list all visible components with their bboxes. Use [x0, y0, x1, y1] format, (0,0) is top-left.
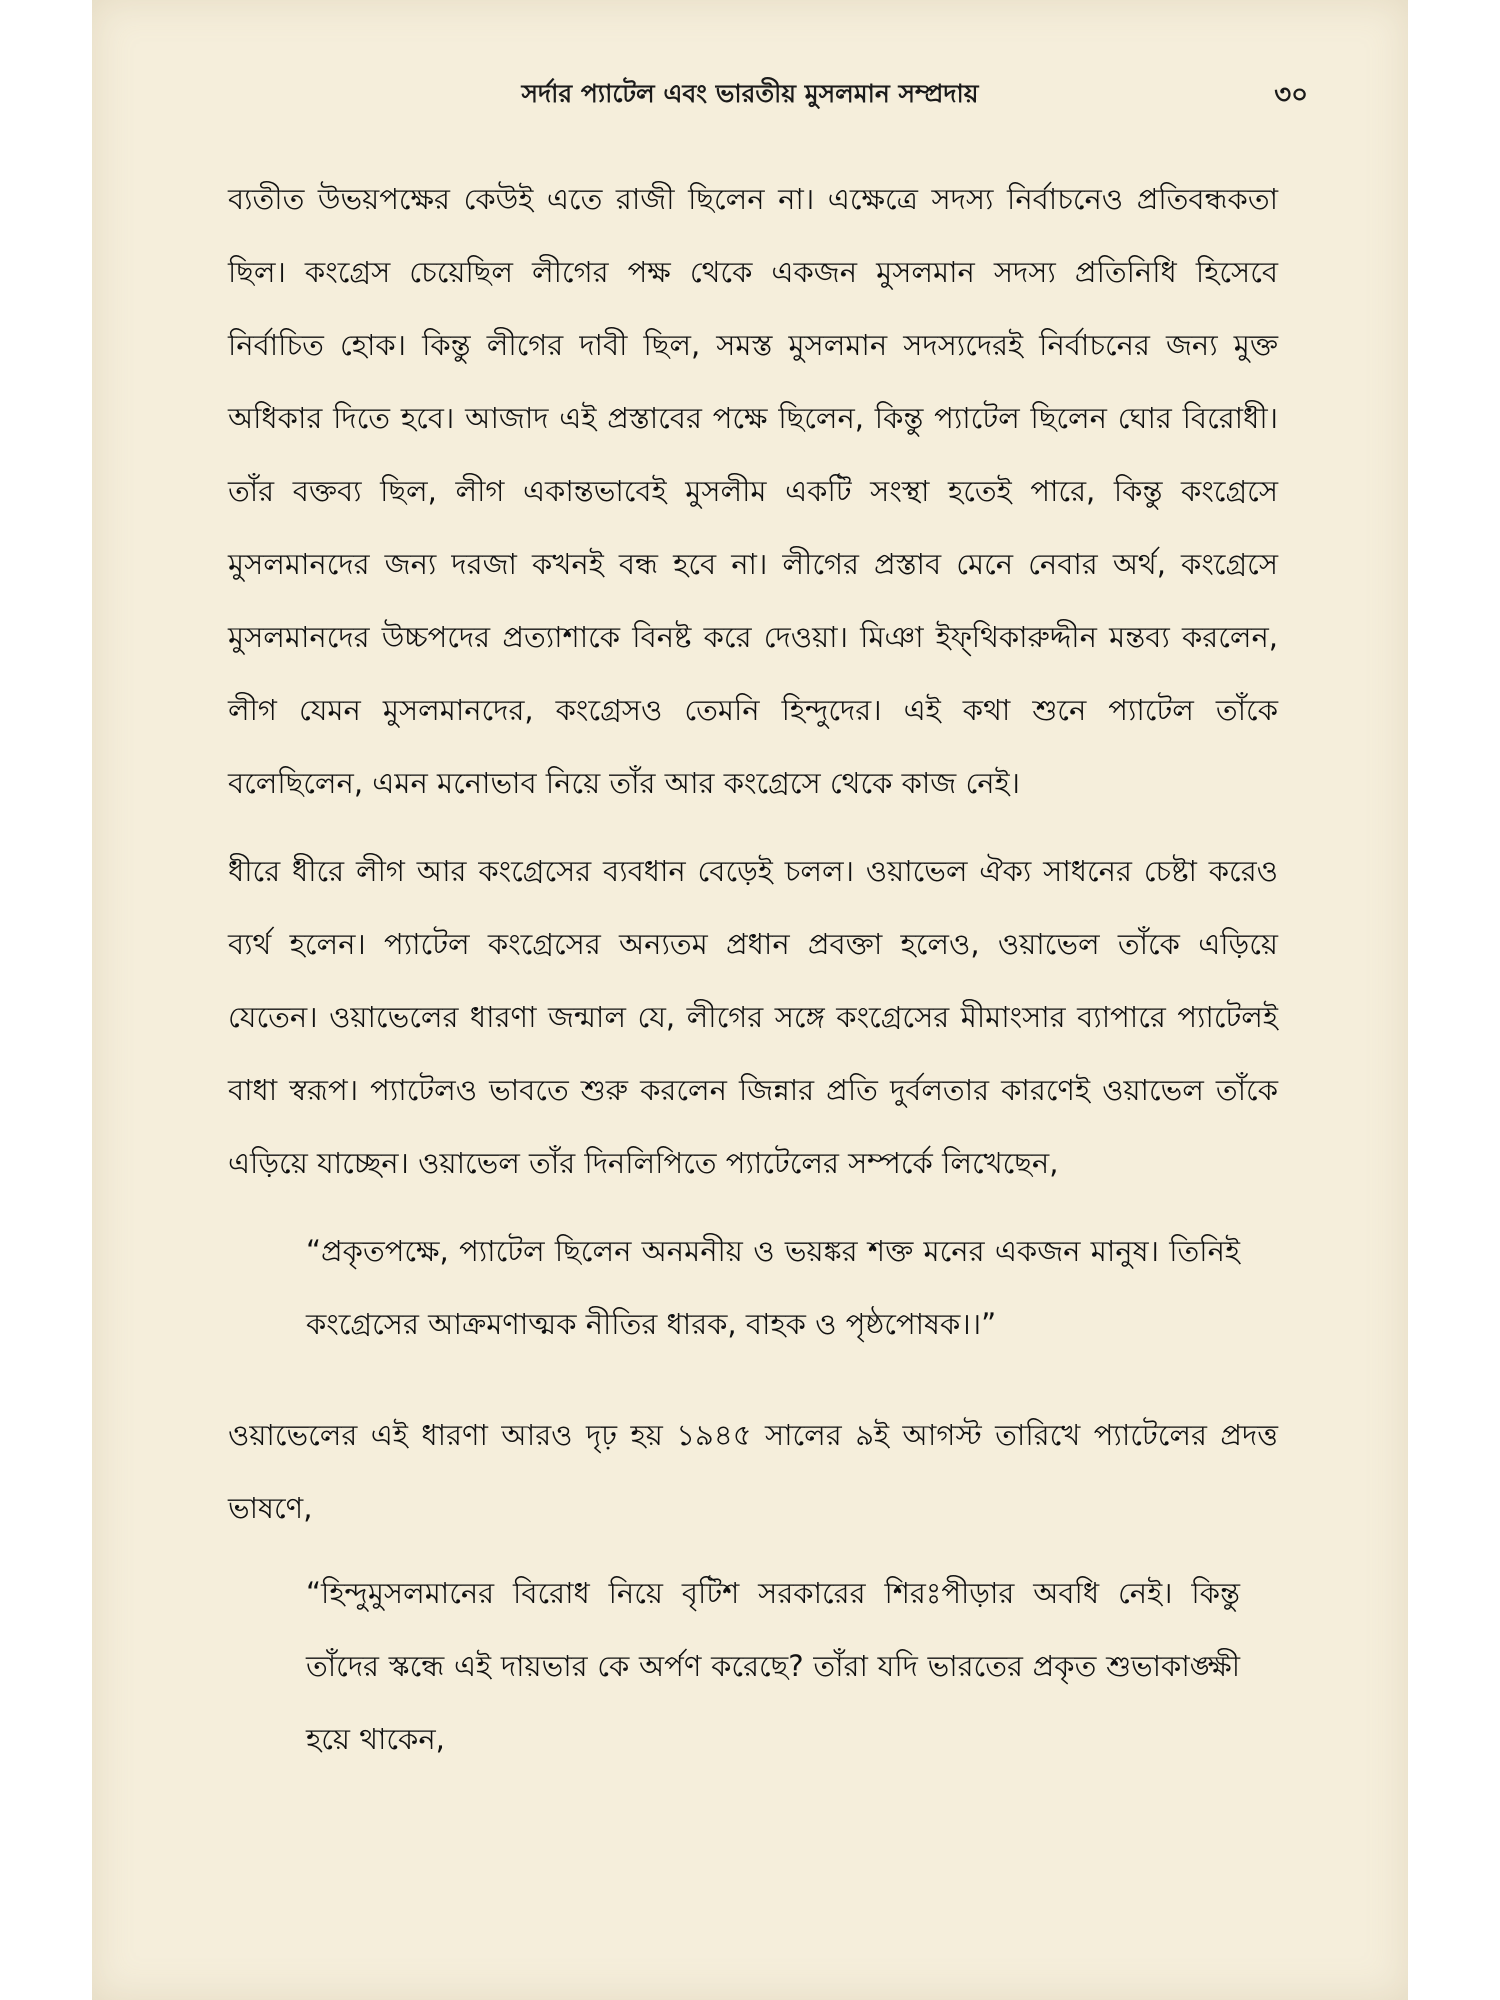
page-number: ৩০: [1274, 80, 1308, 110]
quote-1: “প্রকৃতপক্ষে, প্যাটেল ছিলেন অনমনীয় ও ভয়ঙ্কর শক্ত মনের একজন মানুষ। তিনিই কংগ্রেসের আক্রমণাত্মক নীতির ধারক, বাহক ও পৃষ্ঠপোষক।।”: [306, 1234, 1240, 1341]
book-page: [92, 0, 1408, 2000]
paragraph-1: ব্যতীত উভয়পক্ষের কেউই এতে রাজী ছিলেন না। এক্ষেত্রে সদস্য নির্বাচনেও প্রতিবন্ধকতা ছিল। কংগ্রেস চেয়েছিল লীগের পক্ষ থেকে একজন মুসলমান সদস্য প্রতিনিধি হিসেবে নির্বাচিত হোক। কিন্তু লীগের দাবী ছিল, সমস্ত মুসলমান সদস্যদেরই নির্বাচনের জন্য মুক্ত অধিকার দিতে হবে। আজাদ এই প্রস্তাবের পক্ষে ছিলেন, কিন্তু প্যাটেল ছিলেন ঘোর বিরোধী। তাঁর বক্তব্য ছিল, লীগ একান্তভাবেই মুসলীম একটি সংস্থা হতেই পারে, কিন্তু কংগ্রেসে মুসলমানদের জন্য দরজা কখনই বন্ধ হবে না। লীগের প্রস্তাব মেনে নেবার অর্থ, কংগ্রেসে মুসলমানদের উচ্চপদের প্রত্যাশাকে বিনষ্ট করে দেওয়া। মিঞা ইফ্‌থিকারুদ্দীন মন্তব্য করলেন, লীগ যেমন মুসলমানদের, কংগ্রেসও তেমনি হিন্দুদের। এই কথা শুনে প্যাটেল তাঁকে বলেছিলেন, এমন মনোভাব নিয়ে তাঁর আর কংগ্রেসে থেকে কাজ নেই।: [228, 182, 1278, 800]
header-title: সর্দার প্যাটেল এবং ভারতীয় মুসলমান সম্প্রদায়: [521, 79, 979, 108]
quote-2: “হিন্দুমুসলমানের বিরোধ নিয়ে বৃটিশ সরকারের শিরঃপীড়ার অবধি নেই। কিন্তু তাঁদের স্কন্ধে এই দায়ভার কে অর্পণ করেছে? তাঁরা যদি ভারতের প্রকৃত শুভাকাঙ্ক্ষী হয়ে থাকেন,: [306, 1576, 1240, 1756]
page-body: [228, 163, 1278, 1814]
paragraph-2: ধীরে ধীরে লীগ আর কংগ্রেসের ব্যবধান বেড়েই চলল। ওয়াভেল ঐক্য সাধনের চেষ্টা করেও ব্যর্থ হলেন। প্যাটেল কংগ্রেসের অন্যতম প্রধান প্রবক্তা হলেও, ওয়াভেল তাঁকে এড়িয়ে যেতেন। ওয়াভেলের ধারণা জন্মাল যে, লীগের সঙ্গে কংগ্রেসের মীমাংসার ব্যাপারে প্যাটেলই বাধা স্বরূপ। প্যাটেলও ভাবতে শুরু করলেন জিন্নার প্রতি দুর্বলতার কারণেই ওয়াভেল তাঁকে এড়িয়ে যাচ্ছেন। ওয়াভেল তাঁর দিনলিপিতে প্যাটেলের সম্পর্কে লিখেছেন,: [228, 854, 1278, 1180]
running-header: [92, 68, 1408, 128]
paragraph-3: ওয়াভেলের এই ধারণা আরও দৃঢ় হয় ১৯৪৫ সালের ৯ই আগস্ট তারিখে প্যাটেলের প্রদত্ত ভাষণে,: [228, 1418, 1278, 1525]
